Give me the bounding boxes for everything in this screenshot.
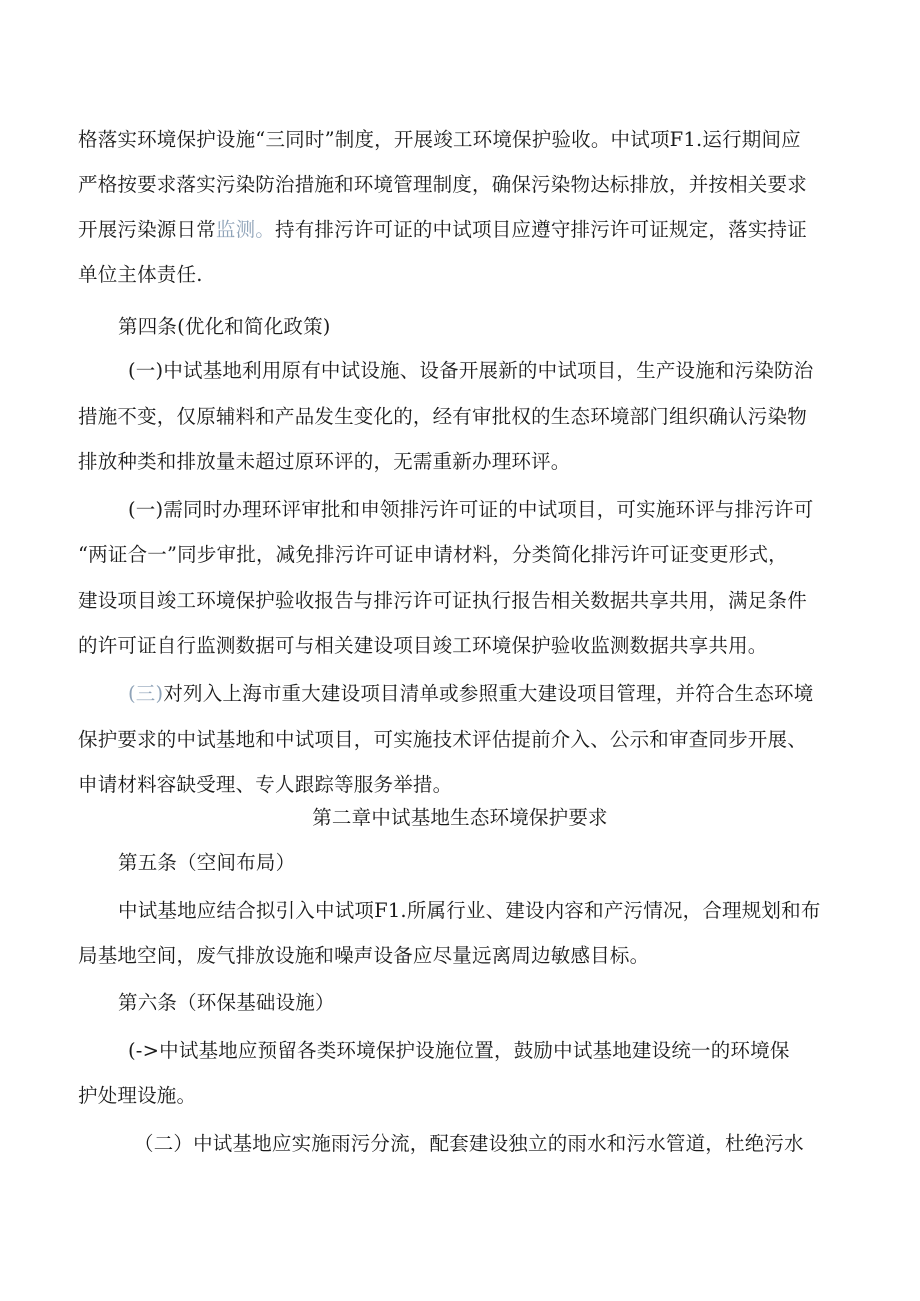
- paragraph-line: 措施不变，仅原辅料和产品发生变化的，经有审批权的生态环境部门组织确认污染物: [78, 405, 807, 428]
- paragraph-line: 的许可证自行监测数据可与相关建设项目竣工环境保护验收监测数据共享共用。: [78, 634, 768, 657]
- text-segment: 对列入上海市重大建设项目清单或参照重大建设项目管理，并符合生态环境: [163, 682, 814, 705]
- paragraph-line: [78, 217, 848, 243]
- paragraph-line: 格落实环境保护设施“三同时”制度，开展竣工环境保护验收。中试项F1.运行期间应: [78, 128, 801, 151]
- highlighted-term: 监测。: [215, 218, 276, 241]
- paragraph-line: (一)中试基地利用原有中试设施、设备开展新的中试项目，生产设施和污染防治: [128, 359, 814, 382]
- paragraph-line: 中试基地应结合拟引入中试项F1.所属行业、建设内容和产污情况，合理规划和布: [118, 899, 821, 922]
- paragraph-line: 严格按要求落实污染防治措施和环境管理制度，确保污染物达标排放，并按相关要求: [78, 173, 807, 196]
- paragraph-line: (一)需同时办理环评审批和申领排污许可证的中试项目，可实施环评与排污许可: [128, 498, 814, 521]
- chapter-heading: 第二章中试基地生态环境保护要求: [312, 806, 608, 829]
- paragraph-line: 局基地空间，废气排放设施和噪声设备应尽量远离周边敏感目标。: [78, 944, 650, 967]
- item-number: (三): [128, 682, 164, 705]
- paragraph-line: 排放种类和排放量未超过原环评的，无需重新办理环评。: [78, 450, 571, 473]
- paragraph-line: (->中试基地应预留各类环境保护设施位置，鼓励中试基地建设统一的环境保: [128, 1039, 790, 1062]
- paragraph-line: 建设项目竣工环境保护验收报告与排污许可证执行报告相关数据共享共用，满足条件: [78, 589, 807, 612]
- article-heading: 第六条（环保基础设施）: [118, 991, 335, 1014]
- paragraph-line: 护处理设施。: [78, 1084, 197, 1107]
- text-segment: 开展污染源日常: [78, 218, 216, 241]
- paragraph-line: 单位主体责任.: [78, 263, 203, 286]
- paragraph-line: [128, 681, 848, 707]
- article-heading: 第五条（空间布局）: [118, 851, 296, 874]
- paragraph-line: 申请材料容缺受理、专人跟踪等服务举措。: [78, 773, 453, 796]
- paragraph-line: （二）中试基地应实施雨污分流，配套建设独立的雨水和污水管道，杜绝污水: [134, 1132, 804, 1155]
- text-segment: 持有排污许可证的中试项目应遵守排污许可证规定，落实持证: [275, 218, 807, 241]
- paragraph-line: 保护要求的中试基地和中试项目，可实施技术评估提前介入、公示和审查同步开展、: [78, 728, 807, 751]
- article-heading: 第四条(优化和简化政策): [118, 315, 331, 338]
- paragraph-line: “两证合一”同步审批，减免排污许可证申请材料，分类简化排污许可证变更形式，: [78, 543, 788, 566]
